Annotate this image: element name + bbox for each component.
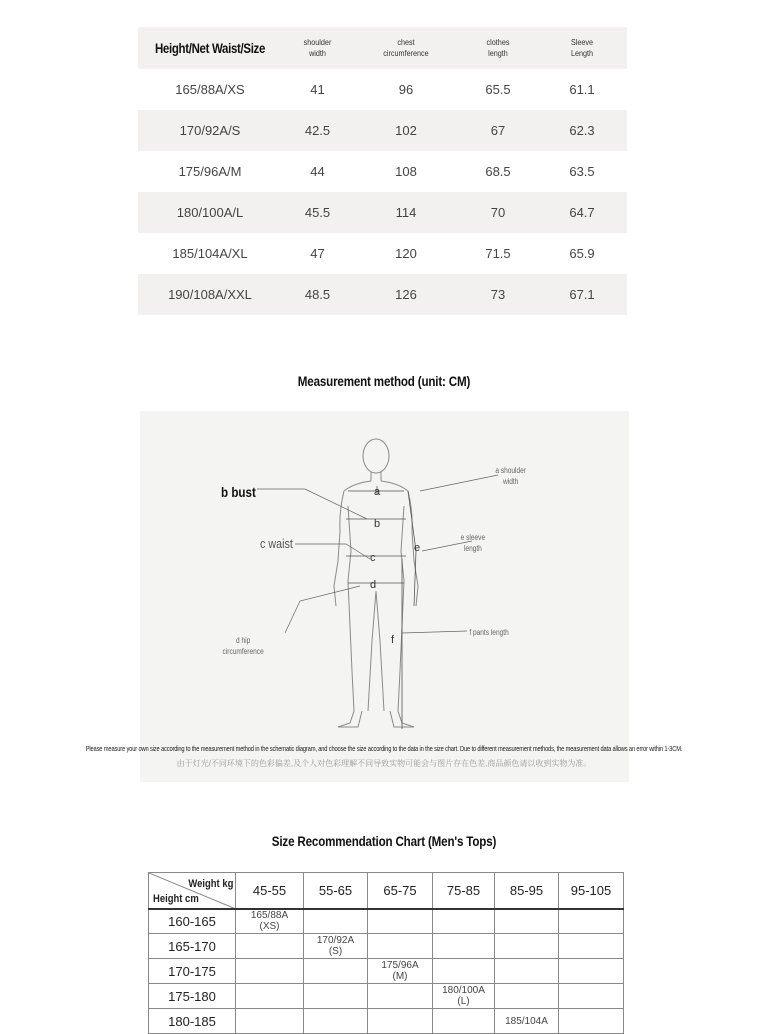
recommendation-cell xyxy=(304,959,368,984)
label-sleeve-length: e sleeve length xyxy=(460,533,486,553)
label-pants-length: f pants length xyxy=(469,628,509,637)
measurement-title: Measurement method (unit: CM) xyxy=(297,374,471,389)
recommended-size-code: (XS) xyxy=(259,921,280,933)
recommendation-cell xyxy=(236,1009,304,1034)
recommendation-cell xyxy=(368,984,433,1009)
label-shoulder-width: a shoulder width xyxy=(495,466,526,486)
measurement-note-chinese: 由于灯光/不同环境下的色彩偏差,及个人对色彩理解不同导致实物可能会与图片存在色差,商品颜色请以收到实物为准。 xyxy=(176,759,592,768)
size-table-row xyxy=(138,192,627,233)
recommended-size: 165/88A xyxy=(250,910,289,922)
corner-height-label: Height cm xyxy=(153,892,199,905)
cell-size: 165/88A/XS xyxy=(175,82,245,97)
label-hip-circumference: d hip circumference xyxy=(222,636,264,656)
recommended-size-code: (M) xyxy=(392,971,408,982)
recommended-size: 175/96A xyxy=(381,960,419,971)
recommendation-title: Size Recommendation Chart (Men's Tops) xyxy=(271,834,497,849)
cell-length: 73 xyxy=(490,287,506,302)
cell-length: 71.5 xyxy=(485,246,511,261)
cell-shoulder: 41 xyxy=(310,82,325,97)
recommendation-cell xyxy=(495,984,559,1009)
recommendation-cell xyxy=(304,909,368,934)
cell-length: 67 xyxy=(490,123,506,138)
recommendation-cell xyxy=(304,934,368,959)
header-sleeve-length: Sleeve Length xyxy=(570,37,594,58)
label-waist: c waist xyxy=(260,537,293,551)
measurement-note-english: Please measure your own size according to the measurement method in the schematic diagram, and choose the size according to the data in the size chart. Due to different measurement methods, the measurement data allows an error within 1-3CM. xyxy=(85,744,683,753)
recommendation-row xyxy=(149,934,624,959)
label-bust: b bust xyxy=(221,485,256,500)
recommendation-cell xyxy=(236,909,304,934)
recommendation-cell xyxy=(304,984,368,1009)
recommended-size-code: (L) xyxy=(457,996,470,1007)
weight-header: 45-55 xyxy=(236,873,304,909)
recommendation-cell xyxy=(236,959,304,984)
cell-chest: 108 xyxy=(395,164,417,179)
recommendation-cell xyxy=(559,934,624,959)
body-figure-illustration xyxy=(140,411,629,782)
cell-size: 180/100A/L xyxy=(176,205,244,220)
size-table-row xyxy=(138,233,627,274)
corner-weight-label: Weight kg xyxy=(187,878,233,890)
recommendation-cell xyxy=(433,984,495,1009)
cell-size: 170/92A/S xyxy=(179,123,241,138)
cell-chest: 126 xyxy=(395,287,417,302)
recommended-size: 180/100A xyxy=(442,985,485,996)
marker-f: f xyxy=(391,634,395,646)
size-table-row xyxy=(138,110,627,151)
height-range: 160-165 xyxy=(149,909,236,934)
header-shoulder-width: shoulder width xyxy=(303,37,332,58)
marker-e: e xyxy=(414,542,421,554)
header-size: Height/Net Waist/Size xyxy=(154,40,266,56)
cell-chest: 96 xyxy=(398,82,414,97)
cell-sleeve: 65.9 xyxy=(569,246,595,261)
size-recommendation-table xyxy=(148,872,624,1034)
cell-shoulder: 48.5 xyxy=(304,287,331,302)
recommended-size: 170/92A xyxy=(316,935,355,946)
cell-length: 68.5 xyxy=(485,164,511,179)
marker-c: c xyxy=(370,552,376,564)
recommendation-cell xyxy=(368,1009,433,1034)
weight-header: 95-105 xyxy=(559,873,624,909)
recommendation-cell xyxy=(559,1009,624,1034)
recommendation-cell xyxy=(559,909,624,934)
cell-shoulder: 44 xyxy=(310,164,325,179)
size-table-row xyxy=(138,274,627,315)
height-range: 180-185 xyxy=(149,1009,236,1034)
recommendation-row xyxy=(149,1009,624,1034)
recommendation-row xyxy=(149,959,624,984)
recommendation-cell xyxy=(433,1009,495,1034)
cell-sleeve: 61.1 xyxy=(569,82,595,97)
recommendation-header-row xyxy=(149,873,624,909)
recommendation-row xyxy=(149,909,624,934)
recommendation-cell xyxy=(433,959,495,984)
height-range: 165-170 xyxy=(149,934,236,959)
cell-shoulder: 45.5 xyxy=(304,205,331,220)
recommendation-cell xyxy=(495,934,559,959)
weight-header: 55-65 xyxy=(304,873,368,909)
measurement-diagram xyxy=(140,411,629,782)
recommendation-cell xyxy=(495,959,559,984)
weight-header: 85-95 xyxy=(495,873,559,909)
recommended-size: 185/104A xyxy=(505,1015,548,1027)
cell-sleeve: 67.1 xyxy=(569,287,595,302)
header-chest-circumference: chest circumference xyxy=(383,37,429,58)
header-clothes-length: clothes length xyxy=(486,37,510,58)
recommendation-cell xyxy=(433,909,495,934)
recommendation-cell xyxy=(368,959,433,984)
recommendation-cell xyxy=(495,909,559,934)
recommendation-cell xyxy=(304,1009,368,1034)
marker-b: b xyxy=(374,518,381,530)
cell-shoulder: 42.5 xyxy=(304,123,331,138)
recommendation-cell xyxy=(236,984,304,1009)
cell-chest: 102 xyxy=(395,123,417,138)
recommendation-cell xyxy=(495,1009,559,1034)
cell-size: 185/104A/XL xyxy=(172,246,248,261)
height-range: 175-180 xyxy=(149,984,236,1009)
recommendation-cell xyxy=(368,909,433,934)
height-range: 170-175 xyxy=(149,959,236,984)
corner-cell xyxy=(149,873,236,909)
recommendation-cell xyxy=(236,934,304,959)
size-table-row xyxy=(138,69,627,110)
marker-a: a xyxy=(374,486,381,498)
cell-length: 70 xyxy=(490,205,506,220)
size-table-row xyxy=(138,151,627,192)
recommendation-cell xyxy=(368,934,433,959)
recommendation-cell xyxy=(559,959,624,984)
cell-sleeve: 64.7 xyxy=(569,205,595,220)
cell-sleeve: 63.5 xyxy=(569,164,595,179)
cell-size: 190/108A/XXL xyxy=(168,287,252,302)
cell-chest: 114 xyxy=(395,205,417,220)
recommendation-row xyxy=(149,984,624,1009)
recommended-size-code: (S) xyxy=(328,946,343,957)
cell-size: 175/96A/M xyxy=(178,164,242,179)
weight-header: 65-75 xyxy=(368,873,433,909)
size-table-header-row xyxy=(138,27,627,69)
cell-shoulder: 47 xyxy=(310,246,325,261)
marker-d: d xyxy=(370,579,377,591)
recommendation-cell xyxy=(559,984,624,1009)
cell-sleeve: 62.3 xyxy=(569,123,595,138)
cell-length: 65.5 xyxy=(485,82,511,97)
cell-chest: 120 xyxy=(395,246,417,261)
weight-header: 75-85 xyxy=(433,873,495,909)
recommendation-cell xyxy=(433,934,495,959)
size-table xyxy=(138,27,627,315)
